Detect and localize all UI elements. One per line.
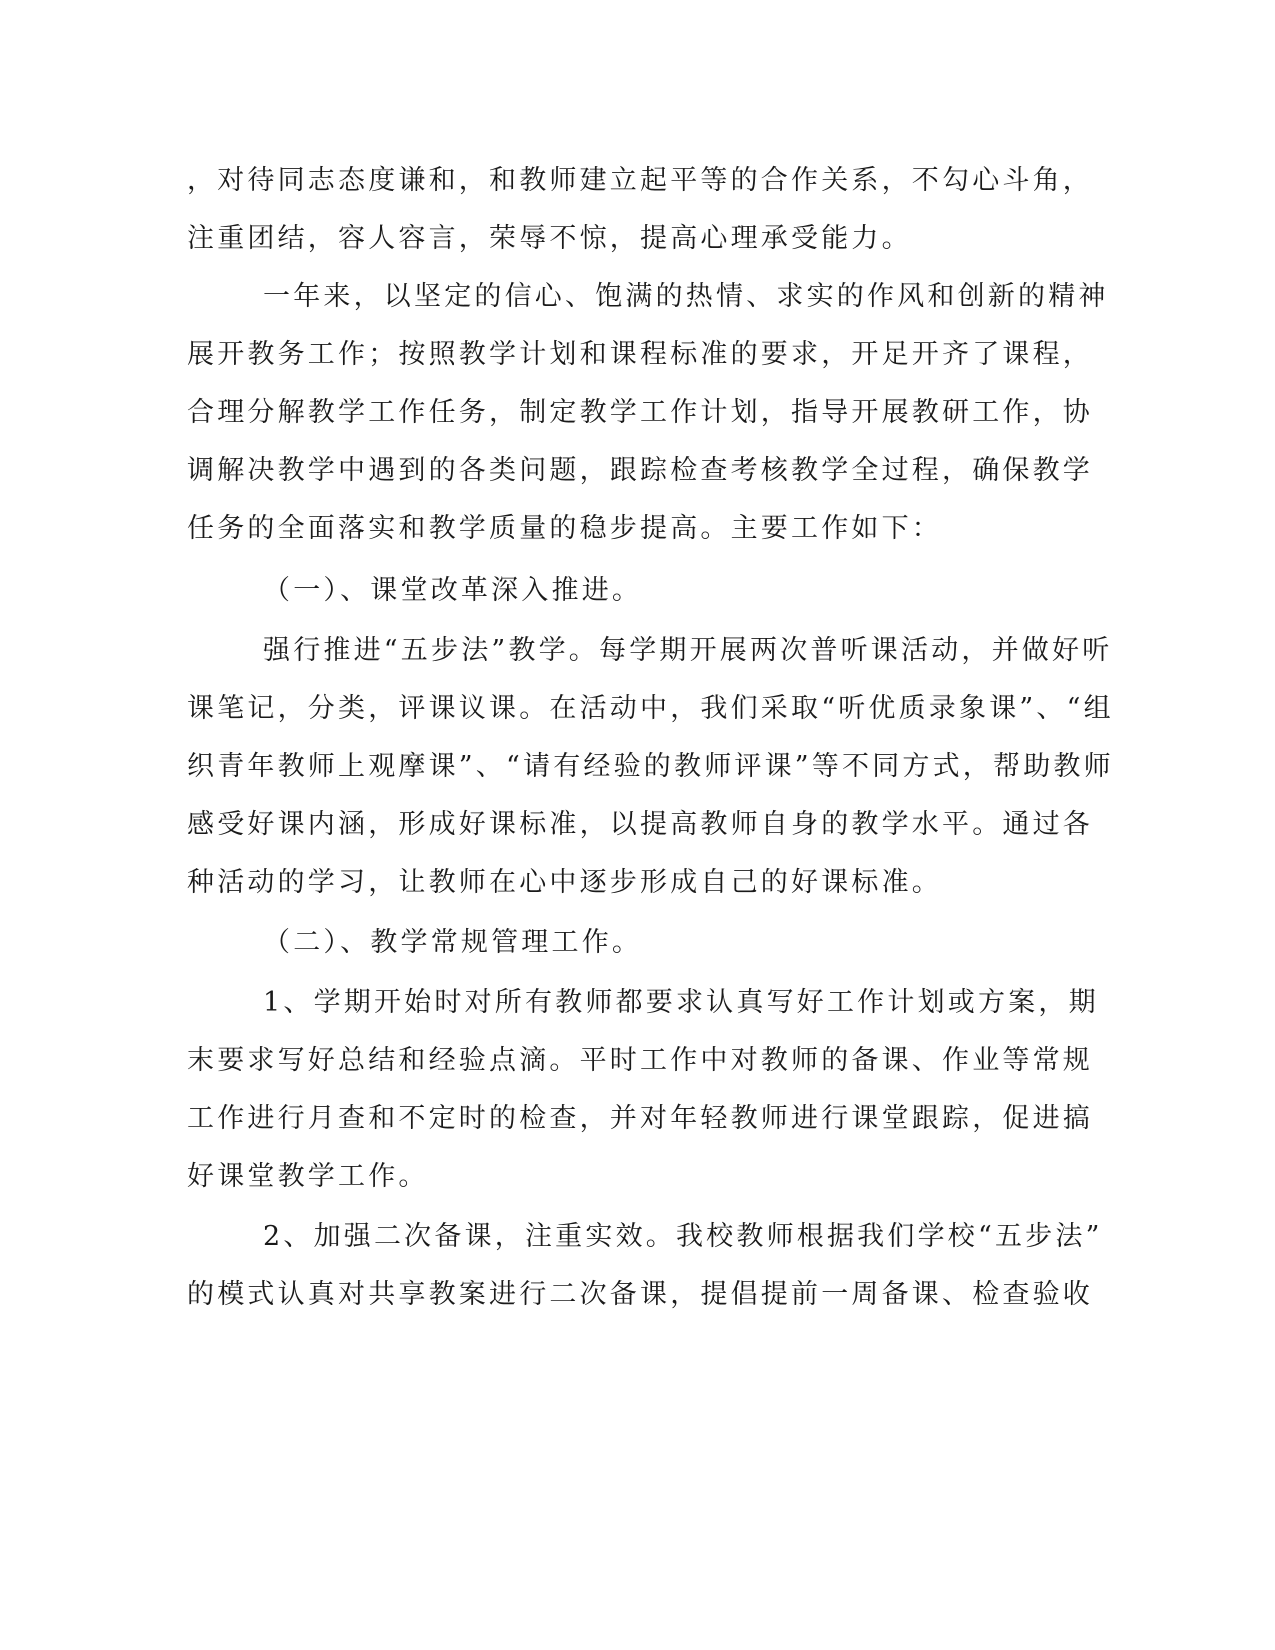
text-line: 感受好课内涵，形成好课标准，以提高教师自身的教学水平。通过各 — [187, 809, 1093, 840]
text-line: 展开教务工作；按照教学计划和课程标准的要求，开足开齐了课程， — [187, 339, 1093, 370]
text-line: 末要求写好总结和经验点滴。平时工作中对教师的备课、作业等常规 — [187, 1045, 1093, 1076]
text-line: 工作进行月查和不定时的检查，并对年轻教师进行课堂跟踪，促进搞 — [187, 1103, 1093, 1134]
text-line: 好课堂教学工作。 — [187, 1161, 429, 1192]
text-line: 的模式认真对共享教案进行二次备课，提倡提前一周备课、检查验收 — [187, 1279, 1093, 1310]
text-line: 合理分解教学工作任务，制定教学工作计划，指导开展教研工作，协 — [187, 397, 1093, 428]
text-line: 课笔记，分类，评课议课。在活动中，我们采取“听优质录象课”、“组 — [187, 693, 1114, 724]
section-heading-1: （一）、课堂改革深入推进。 — [263, 575, 643, 606]
paragraph-start-line: 2、加强二次备课，注重实效。我校教师根据我们学校“五步法” — [263, 1221, 1103, 1252]
text-line: ，对待同志态度谦和，和教师建立起平等的合作关系，不勾心斗角， — [187, 165, 1093, 196]
paragraph-start-line: 一年来，以坚定的信心、饱满的热情、求实的作风和创新的精神 — [263, 281, 1109, 312]
text-line: 织青年教师上观摩课”、“请有经验的教师评课”等不同方式，帮助教师 — [187, 751, 1114, 782]
paragraph-start-line: 强行推进“五步法”教学。每学期开展两次普听课活动，并做好听 — [263, 635, 1113, 666]
text-line: 注重团结，容人容言，荣辱不惊，提高心理承受能力。 — [187, 223, 912, 254]
text-line: 任务的全面落实和教学质量的稳步提高。主要工作如下： — [187, 513, 942, 544]
paragraph-start-line: 1、学期开始时对所有教师都要求认真写好工作计划或方案，期 — [263, 987, 1099, 1018]
text-line: 种活动的学习，让教师在心中逐步形成自己的好课标准。 — [187, 867, 942, 898]
text-line: 调解决教学中遇到的各类问题，跟踪检查考核教学全过程，确保教学 — [187, 455, 1093, 486]
section-heading-2: （二）、教学常规管理工作。 — [263, 927, 643, 958]
